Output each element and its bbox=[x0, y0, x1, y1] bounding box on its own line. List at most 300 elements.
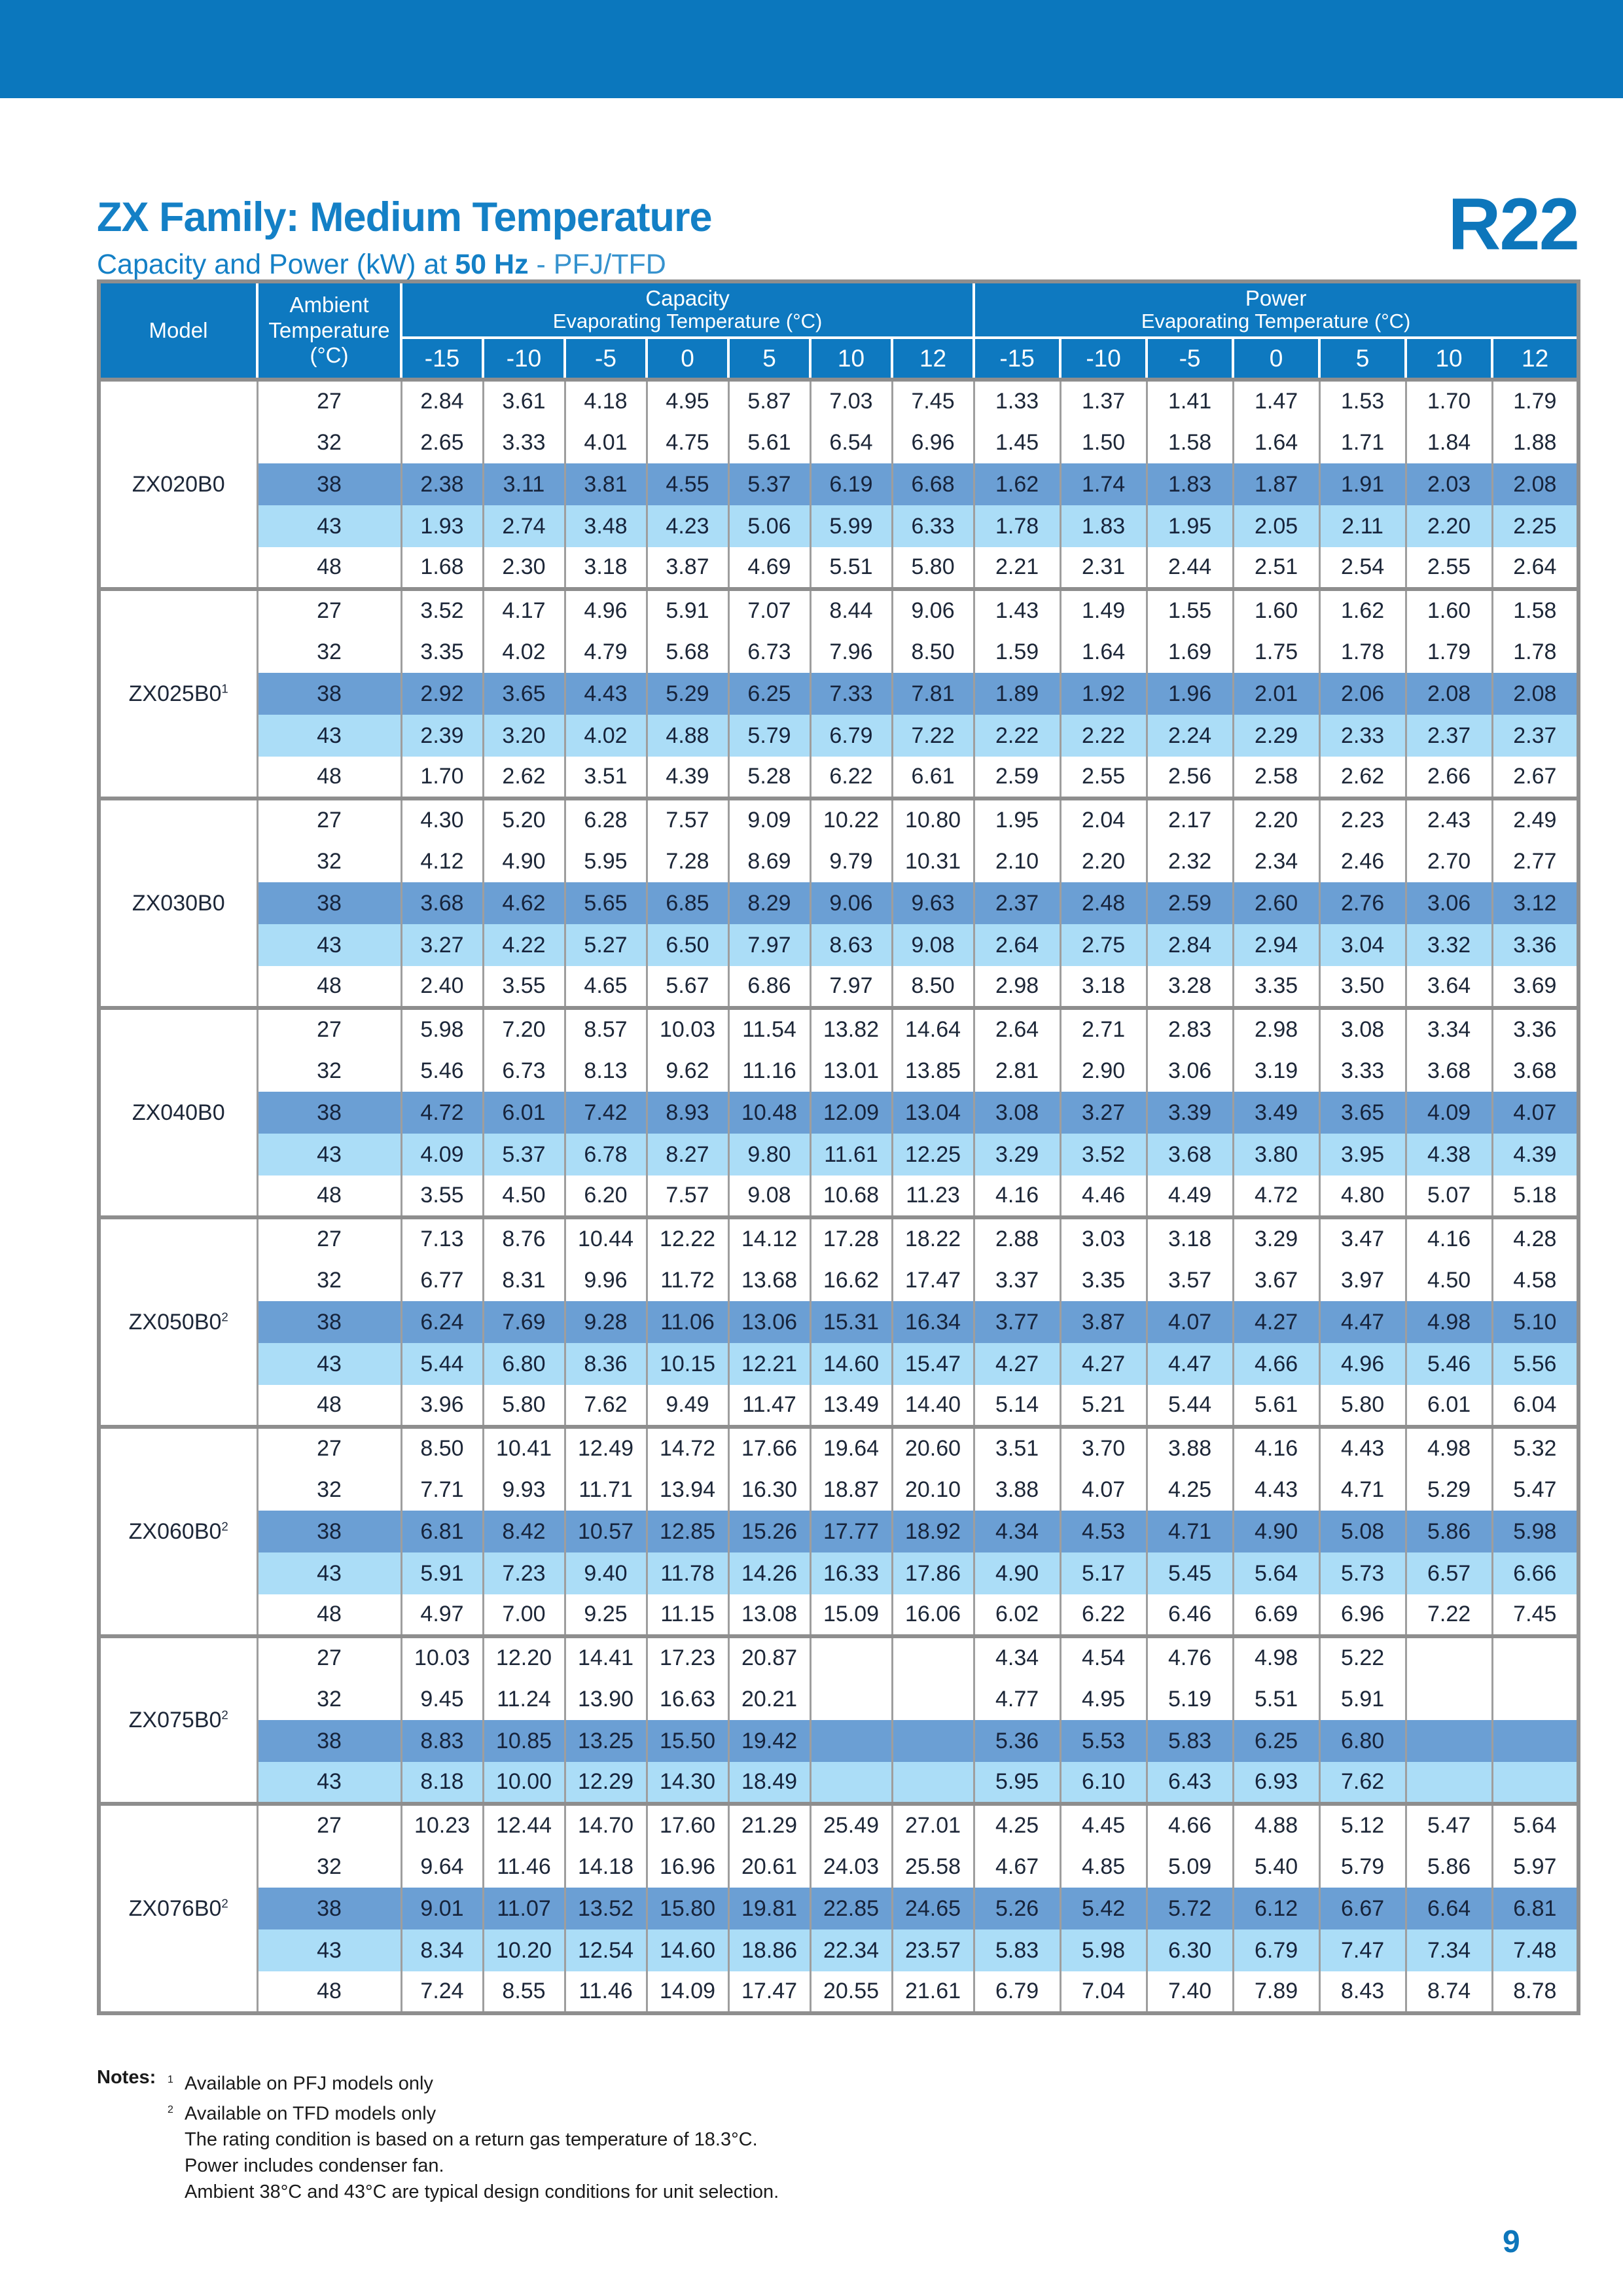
power-value-cell: 4.39 bbox=[1492, 1134, 1578, 1175]
ambient-temp-cell: 32 bbox=[257, 1050, 401, 1092]
power-value-cell: 3.18 bbox=[1060, 966, 1147, 1008]
power-value-cell: 3.12 bbox=[1492, 882, 1578, 924]
capacity-value-cell: 5.79 bbox=[728, 715, 810, 757]
capacity-value-cell: 22.85 bbox=[810, 1888, 892, 1929]
table-row bbox=[99, 1427, 1578, 1469]
power-value-cell: 1.62 bbox=[974, 463, 1060, 505]
power-value-cell: 2.51 bbox=[1233, 547, 1319, 589]
capacity-value-cell: 4.88 bbox=[647, 715, 728, 757]
capacity-value-cell: 3.87 bbox=[647, 547, 728, 589]
capacity-value-cell: 17.47 bbox=[892, 1259, 974, 1301]
power-value-cell: 5.86 bbox=[1406, 1511, 1492, 1552]
power-value-cell: 1.43 bbox=[974, 589, 1060, 631]
page-number: 9 bbox=[1503, 2225, 1520, 2259]
power-value-cell: 2.11 bbox=[1319, 505, 1406, 547]
power-value-cell: 3.37 bbox=[974, 1259, 1060, 1301]
power-value-cell: 1.49 bbox=[1060, 589, 1147, 631]
power-value-cell: 2.10 bbox=[974, 840, 1060, 882]
power-value-cell: 5.80 bbox=[1319, 1385, 1406, 1427]
capacity-value-cell: 3.55 bbox=[401, 1175, 483, 1217]
capacity-value-cell: 5.67 bbox=[647, 966, 728, 1008]
power-value-cell: 7.47 bbox=[1319, 1929, 1406, 1971]
power-value-cell: 5.07 bbox=[1406, 1175, 1492, 1217]
capacity-value-cell: 6.86 bbox=[728, 966, 810, 1008]
power-value-cell: 4.90 bbox=[1233, 1511, 1319, 1552]
capacity-value-cell: 2.74 bbox=[483, 505, 565, 547]
capacity-value-cell: 18.92 bbox=[892, 1511, 974, 1552]
capacity-value-cell: 9.62 bbox=[647, 1050, 728, 1092]
ambient-temp-cell: 38 bbox=[257, 1888, 401, 1929]
capacity-value-cell: 14.41 bbox=[565, 1636, 647, 1678]
capacity-value-cell: 17.66 bbox=[728, 1427, 810, 1469]
capacity-value-cell: 3.11 bbox=[483, 463, 565, 505]
capacity-value-cell: 10.80 bbox=[892, 798, 974, 840]
power-value-cell: 5.08 bbox=[1319, 1511, 1406, 1552]
capacity-value-cell: 12.09 bbox=[810, 1092, 892, 1134]
power-value-cell: 5.17 bbox=[1060, 1552, 1147, 1594]
table-row bbox=[99, 589, 1578, 631]
capacity-value-cell: 24.03 bbox=[810, 1846, 892, 1888]
power-value-cell: 5.42 bbox=[1060, 1888, 1147, 1929]
capacity-value-cell: 5.95 bbox=[565, 840, 647, 882]
power-value-cell bbox=[1406, 1678, 1492, 1720]
capacity-value-cell: 4.69 bbox=[728, 547, 810, 589]
power-value-cell: 1.89 bbox=[974, 673, 1060, 715]
capacity-evap-temp: -15 bbox=[401, 338, 483, 380]
power-value-cell: 1.60 bbox=[1233, 589, 1319, 631]
table-row bbox=[99, 1720, 1578, 1762]
capacity-evap-temp: 10 bbox=[810, 338, 892, 380]
capacity-value-cell: 20.60 bbox=[892, 1427, 974, 1469]
power-value-cell: 2.67 bbox=[1492, 757, 1578, 798]
capacity-value-cell: 8.55 bbox=[483, 1971, 565, 2013]
table-row bbox=[99, 924, 1578, 966]
power-value-cell bbox=[1492, 1678, 1578, 1720]
power-value-cell: 2.77 bbox=[1492, 840, 1578, 882]
power-value-cell: 6.96 bbox=[1319, 1594, 1406, 1636]
capacity-value-cell: 11.71 bbox=[565, 1469, 647, 1511]
capacity-value-cell: 6.20 bbox=[565, 1175, 647, 1217]
capacity-value-cell: 7.71 bbox=[401, 1469, 483, 1511]
power-value-cell: 1.70 bbox=[1406, 380, 1492, 422]
table-row bbox=[99, 1804, 1578, 1846]
capacity-value-cell: 4.01 bbox=[565, 422, 647, 463]
table-row bbox=[99, 715, 1578, 757]
power-value-cell: 5.83 bbox=[974, 1929, 1060, 1971]
power-value-cell: 3.64 bbox=[1406, 966, 1492, 1008]
refrigerant-badge: R22 bbox=[1448, 183, 1578, 265]
note-footnote-marker: 1 bbox=[168, 2074, 173, 2085]
power-value-cell: 3.06 bbox=[1406, 882, 1492, 924]
power-value-cell: 1.47 bbox=[1233, 380, 1319, 422]
capacity-value-cell: 6.50 bbox=[647, 924, 728, 966]
power-value-cell bbox=[1406, 1720, 1492, 1762]
power-value-cell: 4.34 bbox=[974, 1511, 1060, 1552]
power-value-cell: 3.52 bbox=[1060, 1134, 1147, 1175]
power-value-cell: 2.48 bbox=[1060, 882, 1147, 924]
capacity-value-cell: 11.47 bbox=[728, 1385, 810, 1427]
ambient-temp-cell: 32 bbox=[257, 422, 401, 463]
note-line bbox=[168, 2179, 779, 2205]
capacity-value-cell: 7.57 bbox=[647, 798, 728, 840]
table-row bbox=[99, 1469, 1578, 1511]
table-header bbox=[99, 281, 1578, 380]
power-value-cell: 4.46 bbox=[1060, 1175, 1147, 1217]
model-name: $ZX076B0^2$ bbox=[99, 1804, 257, 2013]
capacity-value-cell: 21.61 bbox=[892, 1971, 974, 2013]
power-value-cell: 4.43 bbox=[1233, 1469, 1319, 1511]
capacity-value-cell: 13.52 bbox=[565, 1888, 647, 1929]
capacity-value-cell: 6.25 bbox=[728, 673, 810, 715]
power-value-cell: 2.03 bbox=[1406, 463, 1492, 505]
power-value-cell: 3.70 bbox=[1060, 1427, 1147, 1469]
capacity-value-cell: 7.00 bbox=[483, 1594, 565, 1636]
capacity-value-cell: 14.70 bbox=[565, 1804, 647, 1846]
model-name: ZX040B0 bbox=[99, 1008, 257, 1217]
capacity-value-cell: 2.30 bbox=[483, 547, 565, 589]
ambient-temp-cell: 32 bbox=[257, 1846, 401, 1888]
capacity-value-cell: 3.81 bbox=[565, 463, 647, 505]
power-value-cell bbox=[1406, 1762, 1492, 1804]
power-value-cell: 3.97 bbox=[1319, 1259, 1406, 1301]
capacity-value-cell: 4.97 bbox=[401, 1594, 483, 1636]
note-text: The rating condition is based on a return gas temperature of 18.3°C. bbox=[185, 2129, 758, 2151]
capacity-value-cell: 5.61 bbox=[728, 422, 810, 463]
capacity-value-cell: 20.10 bbox=[892, 1469, 974, 1511]
power-value-cell: 2.22 bbox=[1060, 715, 1147, 757]
capacity-value-cell: 3.65 bbox=[483, 673, 565, 715]
power-value-cell: 3.19 bbox=[1233, 1050, 1319, 1092]
note-line bbox=[168, 2067, 779, 2097]
capacity-value-cell: 10.41 bbox=[483, 1427, 565, 1469]
power-value-cell: 4.66 bbox=[1233, 1343, 1319, 1385]
note-footnote-marker: 2 bbox=[168, 2104, 173, 2115]
power-value-cell: 2.01 bbox=[1233, 673, 1319, 715]
ambient-temp-cell: 32 bbox=[257, 840, 401, 882]
power-value-cell: 7.48 bbox=[1492, 1929, 1578, 1971]
capacity-group-title: Capacity bbox=[645, 286, 730, 311]
capacity-value-cell: 17.86 bbox=[892, 1552, 974, 1594]
capacity-value-cell: 17.60 bbox=[647, 1804, 728, 1846]
power-value-cell: 2.20 bbox=[1060, 840, 1147, 882]
model-block bbox=[99, 1427, 1578, 1636]
ambient-temp-cell: 48 bbox=[257, 1175, 401, 1217]
capacity-value-cell: 15.26 bbox=[728, 1511, 810, 1552]
power-value-cell: 2.21 bbox=[974, 547, 1060, 589]
power-value-cell: 4.90 bbox=[974, 1552, 1060, 1594]
capacity-value-cell: 9.96 bbox=[565, 1259, 647, 1301]
capacity-value-cell: 10.48 bbox=[728, 1092, 810, 1134]
ambient-temp-cell: 43 bbox=[257, 924, 401, 966]
note-line bbox=[168, 2153, 779, 2179]
ambient-temp-cell: 32 bbox=[257, 631, 401, 673]
capacity-value-cell: 5.68 bbox=[647, 631, 728, 673]
model-footnote-marker: 2 bbox=[221, 1310, 228, 1324]
capacity-value-cell bbox=[810, 1678, 892, 1720]
capacity-value-cell bbox=[810, 1762, 892, 1804]
power-value-cell: 4.72 bbox=[1233, 1175, 1319, 1217]
power-value-cell: 3.49 bbox=[1233, 1092, 1319, 1134]
capacity-value-cell: 20.21 bbox=[728, 1678, 810, 1720]
ambient-temp-cell: 38 bbox=[257, 1511, 401, 1552]
power-value-cell: 2.05 bbox=[1233, 505, 1319, 547]
capacity-value-cell: 2.84 bbox=[401, 380, 483, 422]
power-value-cell: 5.64 bbox=[1233, 1552, 1319, 1594]
power-value-cell: 2.20 bbox=[1233, 798, 1319, 840]
table-row bbox=[99, 463, 1578, 505]
capacity-value-cell: 23.57 bbox=[892, 1929, 974, 1971]
ambient-temp-cell: 27 bbox=[257, 1427, 401, 1469]
power-value-cell: 5.29 bbox=[1406, 1469, 1492, 1511]
power-value-cell: 5.44 bbox=[1147, 1385, 1233, 1427]
power-group-subtitle: Evaporating Temperature (°C) bbox=[1141, 309, 1411, 332]
power-value-cell: 4.27 bbox=[974, 1343, 1060, 1385]
capacity-power-table bbox=[97, 279, 1580, 2015]
power-value-cell: 4.07 bbox=[1060, 1469, 1147, 1511]
power-value-cell: 2.76 bbox=[1319, 882, 1406, 924]
power-value-cell: 1.78 bbox=[974, 505, 1060, 547]
capacity-value-cell: 15.80 bbox=[647, 1888, 728, 1929]
capacity-value-cell: 7.96 bbox=[810, 631, 892, 673]
capacity-value-cell: 1.93 bbox=[401, 505, 483, 547]
power-value-cell: 6.81 bbox=[1492, 1888, 1578, 1929]
capacity-value-cell: 13.25 bbox=[565, 1720, 647, 1762]
power-value-cell: 1.53 bbox=[1319, 380, 1406, 422]
table-row bbox=[99, 1888, 1578, 1929]
capacity-evap-temp: 12 bbox=[892, 338, 974, 380]
capacity-value-cell: 5.46 bbox=[401, 1050, 483, 1092]
capacity-value-cell: 24.65 bbox=[892, 1888, 974, 1929]
ambient-temp-cell: 27 bbox=[257, 1804, 401, 1846]
power-value-cell: 1.78 bbox=[1492, 631, 1578, 673]
capacity-value-cell: 6.77 bbox=[401, 1259, 483, 1301]
power-value-cell: 7.04 bbox=[1060, 1971, 1147, 2013]
ambient-temp-cell: 43 bbox=[257, 715, 401, 757]
power-value-cell: 1.91 bbox=[1319, 463, 1406, 505]
power-value-cell: 3.87 bbox=[1060, 1301, 1147, 1343]
power-value-cell: 1.64 bbox=[1060, 631, 1147, 673]
capacity-value-cell: 16.62 bbox=[810, 1259, 892, 1301]
power-value-cell: 6.25 bbox=[1233, 1720, 1319, 1762]
capacity-value-cell: 13.06 bbox=[728, 1301, 810, 1343]
capacity-value-cell: 13.90 bbox=[565, 1678, 647, 1720]
power-value-cell: 2.37 bbox=[974, 882, 1060, 924]
power-value-cell: 5.79 bbox=[1319, 1846, 1406, 1888]
power-value-cell: 7.40 bbox=[1147, 1971, 1233, 2013]
ambient-temp-cell: 27 bbox=[257, 380, 401, 422]
power-value-cell: 1.84 bbox=[1406, 422, 1492, 463]
power-value-cell: 1.74 bbox=[1060, 463, 1147, 505]
power-value-cell: 8.43 bbox=[1319, 1971, 1406, 2013]
power-value-cell: 5.18 bbox=[1492, 1175, 1578, 1217]
power-value-cell: 5.61 bbox=[1233, 1385, 1319, 1427]
power-value-cell: 6.22 bbox=[1060, 1594, 1147, 1636]
capacity-value-cell: 12.25 bbox=[892, 1134, 974, 1175]
model-name: $ZX060B0^2$ bbox=[99, 1427, 257, 1636]
power-value-cell: 6.66 bbox=[1492, 1552, 1578, 1594]
power-value-cell: 4.71 bbox=[1319, 1469, 1406, 1511]
capacity-value-cell: 4.96 bbox=[565, 589, 647, 631]
capacity-group-subtitle: Evaporating Temperature (°C) bbox=[552, 309, 823, 332]
capacity-value-cell: 4.39 bbox=[647, 757, 728, 798]
capacity-value-cell: 5.29 bbox=[647, 673, 728, 715]
model-footnote-marker: 2 bbox=[221, 1708, 228, 1722]
capacity-value-cell: 2.62 bbox=[483, 757, 565, 798]
power-value-cell: 1.69 bbox=[1147, 631, 1233, 673]
capacity-value-cell: 10.44 bbox=[565, 1217, 647, 1259]
capacity-value-cell: 17.23 bbox=[647, 1636, 728, 1678]
power-value-cell: 2.20 bbox=[1406, 505, 1492, 547]
capacity-value-cell: 11.61 bbox=[810, 1134, 892, 1175]
capacity-value-cell: 8.50 bbox=[892, 631, 974, 673]
capacity-value-cell bbox=[892, 1762, 974, 1804]
capacity-value-cell: 19.81 bbox=[728, 1888, 810, 1929]
top-banner bbox=[0, 0, 1623, 98]
power-value-cell: 1.55 bbox=[1147, 589, 1233, 631]
capacity-value-cell: 14.30 bbox=[647, 1762, 728, 1804]
power-value-cell: 2.17 bbox=[1147, 798, 1233, 840]
power-evap-temp: 0 bbox=[1233, 338, 1319, 380]
power-value-cell: 1.58 bbox=[1147, 422, 1233, 463]
model-name: $ZX025B0^1$ bbox=[99, 589, 257, 798]
capacity-value-cell: 9.63 bbox=[892, 882, 974, 924]
capacity-value-cell: 14.09 bbox=[647, 1971, 728, 2013]
power-value-cell: 2.60 bbox=[1233, 882, 1319, 924]
capacity-value-cell: 19.42 bbox=[728, 1720, 810, 1762]
capacity-value-cell: 7.23 bbox=[483, 1552, 565, 1594]
power-value-cell: 6.64 bbox=[1406, 1888, 1492, 1929]
capacity-value-cell: 4.23 bbox=[647, 505, 728, 547]
capacity-value-cell: 5.44 bbox=[401, 1343, 483, 1385]
capacity-value-cell: 3.33 bbox=[483, 422, 565, 463]
capacity-value-cell: 8.36 bbox=[565, 1343, 647, 1385]
power-value-cell: 3.08 bbox=[1319, 1008, 1406, 1050]
power-value-cell: 7.22 bbox=[1406, 1594, 1492, 1636]
note-text: Available on PFJ models only bbox=[185, 2073, 433, 2094]
power-value-cell: 2.55 bbox=[1406, 547, 1492, 589]
notes-section bbox=[97, 2067, 1144, 2205]
ambient-temp-cell: 43 bbox=[257, 505, 401, 547]
power-value-cell: 5.32 bbox=[1492, 1427, 1578, 1469]
capacity-value-cell: 8.50 bbox=[892, 966, 974, 1008]
capacity-value-cell: 14.60 bbox=[810, 1343, 892, 1385]
capacity-value-cell: 6.96 bbox=[892, 422, 974, 463]
power-value-cell: 1.37 bbox=[1060, 380, 1147, 422]
capacity-value-cell: 8.50 bbox=[401, 1427, 483, 1469]
power-value-cell: 8.74 bbox=[1406, 1971, 1492, 2013]
capacity-value-cell: 8.31 bbox=[483, 1259, 565, 1301]
capacity-value-cell: 8.69 bbox=[728, 840, 810, 882]
table-row bbox=[99, 1092, 1578, 1134]
capacity-value-cell: 9.25 bbox=[565, 1594, 647, 1636]
capacity-value-cell: 12.44 bbox=[483, 1804, 565, 1846]
capacity-value-cell: 6.19 bbox=[810, 463, 892, 505]
table-row bbox=[99, 422, 1578, 463]
capacity-value-cell: 17.47 bbox=[728, 1971, 810, 2013]
ambient-temp-cell: 38 bbox=[257, 463, 401, 505]
power-value-cell: 1.45 bbox=[974, 422, 1060, 463]
power-value-cell: 3.32 bbox=[1406, 924, 1492, 966]
capacity-value-cell: 5.98 bbox=[401, 1008, 483, 1050]
power-value-cell: 2.70 bbox=[1406, 840, 1492, 882]
capacity-value-cell: 5.87 bbox=[728, 380, 810, 422]
table-row bbox=[99, 1929, 1578, 1971]
model-name: ZX030B0 bbox=[99, 798, 257, 1008]
capacity-value-cell: 14.26 bbox=[728, 1552, 810, 1594]
power-value-cell: 3.88 bbox=[974, 1469, 1060, 1511]
capacity-value-cell: 6.79 bbox=[810, 715, 892, 757]
power-value-cell: 1.60 bbox=[1406, 589, 1492, 631]
power-value-cell: 4.58 bbox=[1492, 1259, 1578, 1301]
ambient-temp-cell: 27 bbox=[257, 798, 401, 840]
power-value-cell: 8.78 bbox=[1492, 1971, 1578, 2013]
capacity-value-cell bbox=[892, 1636, 974, 1678]
capacity-value-cell: 11.78 bbox=[647, 1552, 728, 1594]
table-row bbox=[99, 1134, 1578, 1175]
power-value-cell: 5.22 bbox=[1319, 1636, 1406, 1678]
note-text: Available on TFD models only bbox=[185, 2103, 437, 2125]
capacity-value-cell: 10.31 bbox=[892, 840, 974, 882]
power-value-cell: 1.59 bbox=[974, 631, 1060, 673]
table-row bbox=[99, 1259, 1578, 1301]
capacity-value-cell: 10.03 bbox=[401, 1636, 483, 1678]
capacity-value-cell: 10.00 bbox=[483, 1762, 565, 1804]
model-name: ZX020B0 bbox=[99, 380, 257, 589]
capacity-value-cell: 13.49 bbox=[810, 1385, 892, 1427]
capacity-value-cell: 6.61 bbox=[892, 757, 974, 798]
power-value-cell: 2.84 bbox=[1147, 924, 1233, 966]
ambient-temp-cell: 43 bbox=[257, 1343, 401, 1385]
power-value-cell: 5.56 bbox=[1492, 1343, 1578, 1385]
capacity-value-cell: 7.42 bbox=[565, 1092, 647, 1134]
capacity-value-cell: 9.01 bbox=[401, 1888, 483, 1929]
power-value-cell: 3.57 bbox=[1147, 1259, 1233, 1301]
capacity-value-cell: 5.06 bbox=[728, 505, 810, 547]
power-value-cell: 1.87 bbox=[1233, 463, 1319, 505]
capacity-value-cell: 18.87 bbox=[810, 1469, 892, 1511]
power-value-cell: 3.03 bbox=[1060, 1217, 1147, 1259]
power-value-cell: 2.55 bbox=[1060, 757, 1147, 798]
capacity-value-cell: 8.42 bbox=[483, 1511, 565, 1552]
capacity-value-cell: 14.40 bbox=[892, 1385, 974, 1427]
capacity-value-cell: 10.15 bbox=[647, 1343, 728, 1385]
power-value-cell: 3.88 bbox=[1147, 1427, 1233, 1469]
table-row bbox=[99, 1594, 1578, 1636]
capacity-value-cell: 4.30 bbox=[401, 798, 483, 840]
capacity-value-cell: 3.18 bbox=[565, 547, 647, 589]
capacity-value-cell: 7.24 bbox=[401, 1971, 483, 2013]
capacity-value-cell: 11.15 bbox=[647, 1594, 728, 1636]
ambient-temp-cell: 48 bbox=[257, 547, 401, 589]
power-value-cell: 3.39 bbox=[1147, 1092, 1233, 1134]
table-row bbox=[99, 1343, 1578, 1385]
power-evap-temp: -5 bbox=[1147, 338, 1233, 380]
power-value-cell: 5.98 bbox=[1492, 1511, 1578, 1552]
capacity-value-cell: 6.85 bbox=[647, 882, 728, 924]
power-evap-temp: -15 bbox=[974, 338, 1060, 380]
power-value-cell: 4.66 bbox=[1147, 1804, 1233, 1846]
capacity-value-cell: 11.07 bbox=[483, 1888, 565, 1929]
power-value-cell: 3.27 bbox=[1060, 1092, 1147, 1134]
power-value-cell: 4.38 bbox=[1406, 1134, 1492, 1175]
capacity-value-cell: 13.08 bbox=[728, 1594, 810, 1636]
power-group-header bbox=[974, 281, 1578, 338]
power-value-cell: 4.16 bbox=[1406, 1217, 1492, 1259]
power-value-cell: 2.37 bbox=[1492, 715, 1578, 757]
power-value-cell: 4.96 bbox=[1319, 1343, 1406, 1385]
power-value-cell: 5.97 bbox=[1492, 1846, 1578, 1888]
power-value-cell: 4.25 bbox=[974, 1804, 1060, 1846]
